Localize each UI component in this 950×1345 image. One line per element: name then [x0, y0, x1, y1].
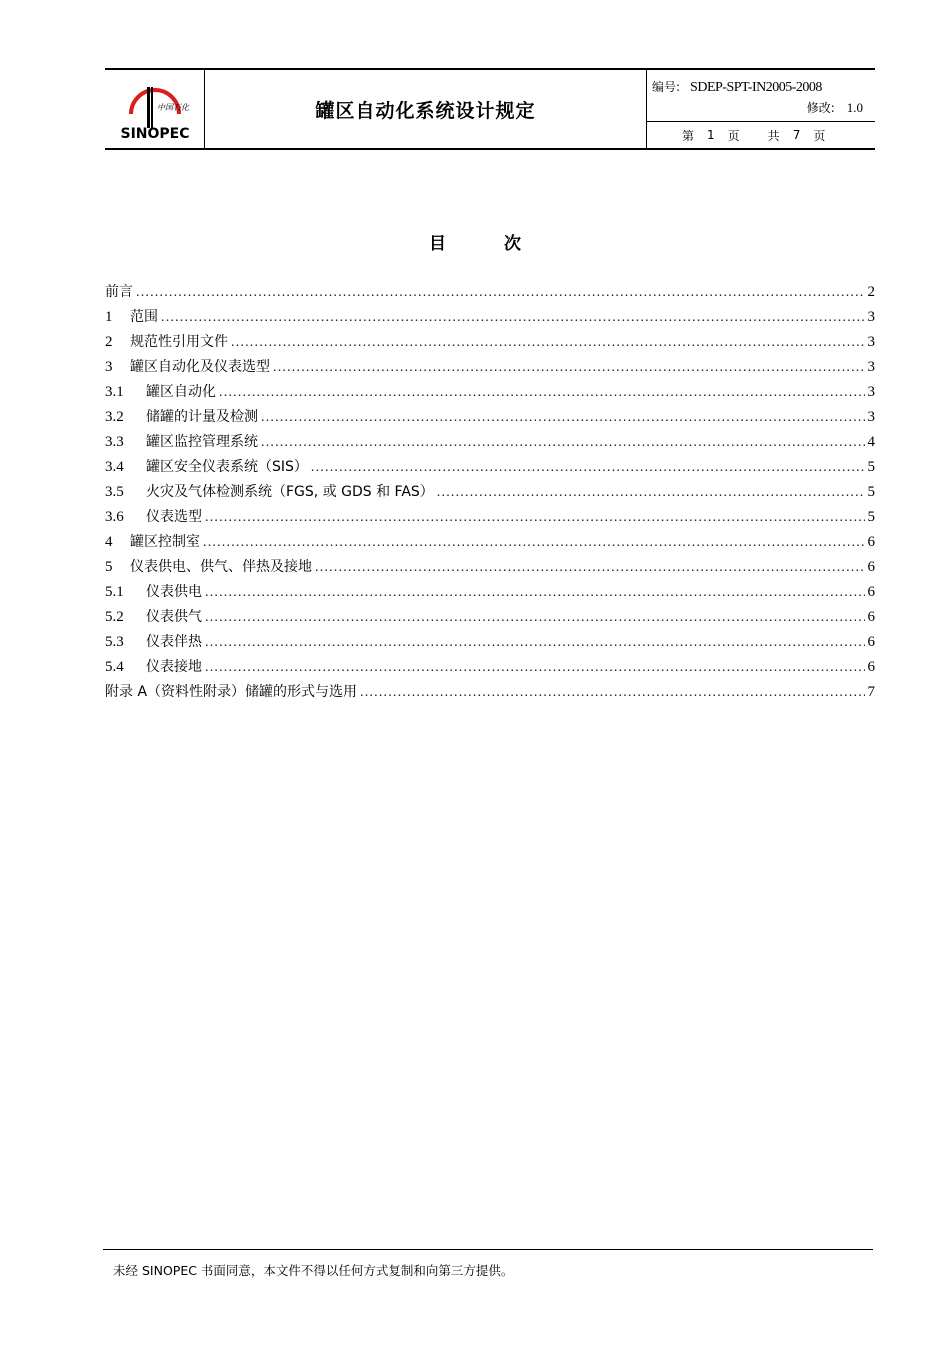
toc-heading-left: 目	[429, 234, 446, 254]
document-revision	[807, 99, 863, 116]
document-code	[652, 78, 822, 96]
toc-leader-dots	[205, 510, 865, 526]
toc-entry-text: 仪表伴热	[146, 634, 202, 650]
toc-entry[interactable]	[105, 556, 875, 581]
toc-entry-text: 前言	[105, 284, 133, 300]
page-current: 1	[707, 128, 715, 142]
toc-leader-dots	[273, 360, 865, 376]
toc-entry-number: 3.4	[105, 459, 124, 475]
toc-leader-dots	[437, 485, 865, 501]
toc-entry-label	[105, 606, 202, 626]
toc-entry-page: 3	[867, 309, 875, 325]
toc-entry-label	[105, 281, 133, 301]
toc-leader-dots	[161, 310, 865, 326]
table-of-contents	[105, 281, 875, 706]
page-unit: 页	[727, 128, 740, 143]
toc-leader-dots	[203, 535, 865, 551]
logo-chinese-text: 中国石化	[157, 103, 189, 112]
toc-entry[interactable]	[105, 381, 875, 406]
toc-entry-label	[105, 506, 202, 526]
toc-entry-text: 仪表供电、供气、伴热及接地	[130, 559, 312, 575]
document-code-label: 编号:	[652, 80, 681, 94]
toc-entry-label	[105, 456, 308, 476]
toc-entry-page: 5	[867, 484, 875, 500]
toc-entry-label	[105, 381, 216, 401]
toc-entry-label	[105, 556, 312, 576]
toc-entry-text: 仪表供电	[146, 584, 202, 600]
toc-entry-number: 3.6	[105, 509, 124, 525]
footer-divider	[103, 1249, 873, 1250]
toc-entry-page: 4	[867, 434, 875, 450]
toc-entry-label	[105, 481, 434, 501]
toc-entry-text: 罐区安全仪表系统（SIS）	[146, 459, 308, 475]
toc-entry-label	[105, 631, 202, 651]
toc-entry-label	[105, 331, 228, 351]
toc-entry[interactable]	[105, 306, 875, 331]
toc-entry-page: 3	[867, 409, 875, 425]
toc-entry-number: 5	[105, 559, 113, 575]
toc-entry[interactable]	[105, 356, 875, 381]
toc-leader-dots	[136, 285, 865, 301]
footer-notice: 未经 SINOPEC 书面同意，本文件不得以任何方式复制和向第三方提供。	[113, 1263, 514, 1278]
document-header	[105, 68, 875, 150]
toc-entry-number: 5.2	[105, 609, 124, 625]
total-prefix: 共	[767, 128, 780, 143]
toc-entry-text: 规范性引用文件	[130, 334, 228, 350]
toc-entry[interactable]	[105, 406, 875, 431]
toc-entry-label	[105, 406, 258, 426]
toc-entry[interactable]	[105, 531, 875, 556]
toc-leader-dots	[360, 685, 864, 701]
document-title: 罐区自动化系统设计规定	[205, 70, 647, 148]
toc-entry-page: 6	[867, 609, 875, 625]
toc-entry-text: 附录 A（资料性附录）储罐的形式与选用	[105, 684, 358, 700]
toc-entry[interactable]	[105, 281, 875, 306]
toc-entry-page: 3	[867, 384, 875, 400]
toc-entry-number: 1	[105, 309, 113, 325]
toc-entry-number: 3.3	[105, 434, 124, 450]
toc-entry-page: 3	[867, 359, 875, 375]
toc-entry-label	[105, 531, 200, 551]
toc-entry[interactable]	[105, 581, 875, 606]
toc-entry-number: 3.5	[105, 484, 124, 500]
toc-leader-dots	[315, 560, 865, 576]
toc-entry-label	[105, 581, 202, 601]
toc-entry[interactable]	[105, 331, 875, 356]
toc-leader-dots	[231, 335, 865, 351]
toc-entry-number: 3.1	[105, 384, 124, 400]
toc-leader-dots	[205, 610, 865, 626]
document-code-value: SDEP-SPT-IN2005-2008	[690, 80, 822, 95]
toc-entry[interactable]	[105, 606, 875, 631]
logo-brand-text: SINOPEC	[120, 126, 190, 142]
toc-entry[interactable]	[105, 631, 875, 656]
toc-entry-label	[105, 681, 357, 701]
toc-entry-text: 罐区自动化及仪表选型	[130, 359, 270, 375]
toc-leader-dots	[261, 435, 865, 451]
toc-entry-page: 6	[867, 659, 875, 675]
toc-entry-page: 5	[867, 459, 875, 475]
toc-entry-page: 6	[867, 584, 875, 600]
toc-entry-number: 4	[105, 534, 113, 550]
toc-entry-number: 5.4	[105, 659, 124, 675]
toc-entry[interactable]	[105, 656, 875, 681]
toc-entry-text: 罐区自动化	[146, 384, 216, 400]
page-total: 7	[792, 128, 801, 142]
toc-entry[interactable]	[105, 681, 875, 706]
toc-entry-text: 仪表选型	[146, 509, 202, 525]
toc-entry-number: 2	[105, 334, 113, 350]
toc-entry-text: 仪表供气	[146, 609, 202, 625]
toc-entry-page: 6	[867, 634, 875, 650]
revision-label: 修改:	[806, 101, 835, 115]
document-info	[647, 70, 875, 148]
toc-entry-text: 罐区控制室	[130, 534, 200, 550]
toc-entry-label	[105, 356, 270, 376]
toc-entry-number: 5.1	[105, 584, 124, 600]
toc-entry-page: 2	[867, 284, 875, 300]
toc-entry-text: 范围	[130, 309, 158, 325]
toc-entry-label	[105, 431, 258, 451]
toc-leader-dots	[205, 635, 865, 651]
total-unit: 页	[813, 128, 826, 143]
toc-entry[interactable]	[105, 481, 875, 506]
toc-entry-page: 7	[867, 684, 875, 700]
page-prefix: 第	[682, 128, 695, 143]
toc-entry-number: 3.2	[105, 409, 124, 425]
page-indicator	[647, 122, 875, 148]
toc-entry-label	[105, 656, 202, 676]
toc-heading	[0, 229, 950, 254]
toc-entry[interactable]	[105, 431, 875, 456]
logo-cell	[105, 70, 205, 148]
toc-heading-right: 次	[504, 234, 521, 254]
sinopec-logo	[117, 78, 193, 142]
toc-entry-page: 6	[867, 534, 875, 550]
toc-entry-text: 仪表接地	[146, 659, 202, 675]
toc-leader-dots	[219, 385, 865, 401]
toc-entry-label	[105, 306, 158, 326]
toc-entry-text: 储罐的计量及检测	[146, 409, 258, 425]
toc-entry-text: 火灾及气体检测系统（FGS, 或 GDS 和 FAS）	[146, 484, 434, 500]
toc-entry-page: 6	[867, 559, 875, 575]
revision-value: 1.0	[846, 100, 863, 115]
toc-leader-dots	[311, 460, 865, 476]
toc-leader-dots	[205, 660, 865, 676]
info-top	[647, 70, 875, 122]
toc-entry-page: 3	[867, 334, 875, 350]
toc-entry-number: 3	[105, 359, 113, 375]
toc-entry[interactable]	[105, 506, 875, 531]
toc-leader-dots	[205, 585, 865, 601]
toc-leader-dots	[261, 410, 865, 426]
toc-entry-text: 罐区监控管理系统	[146, 434, 258, 450]
toc-entry-number: 5.3	[105, 634, 124, 650]
toc-entry-page: 5	[867, 509, 875, 525]
toc-entry[interactable]	[105, 456, 875, 481]
